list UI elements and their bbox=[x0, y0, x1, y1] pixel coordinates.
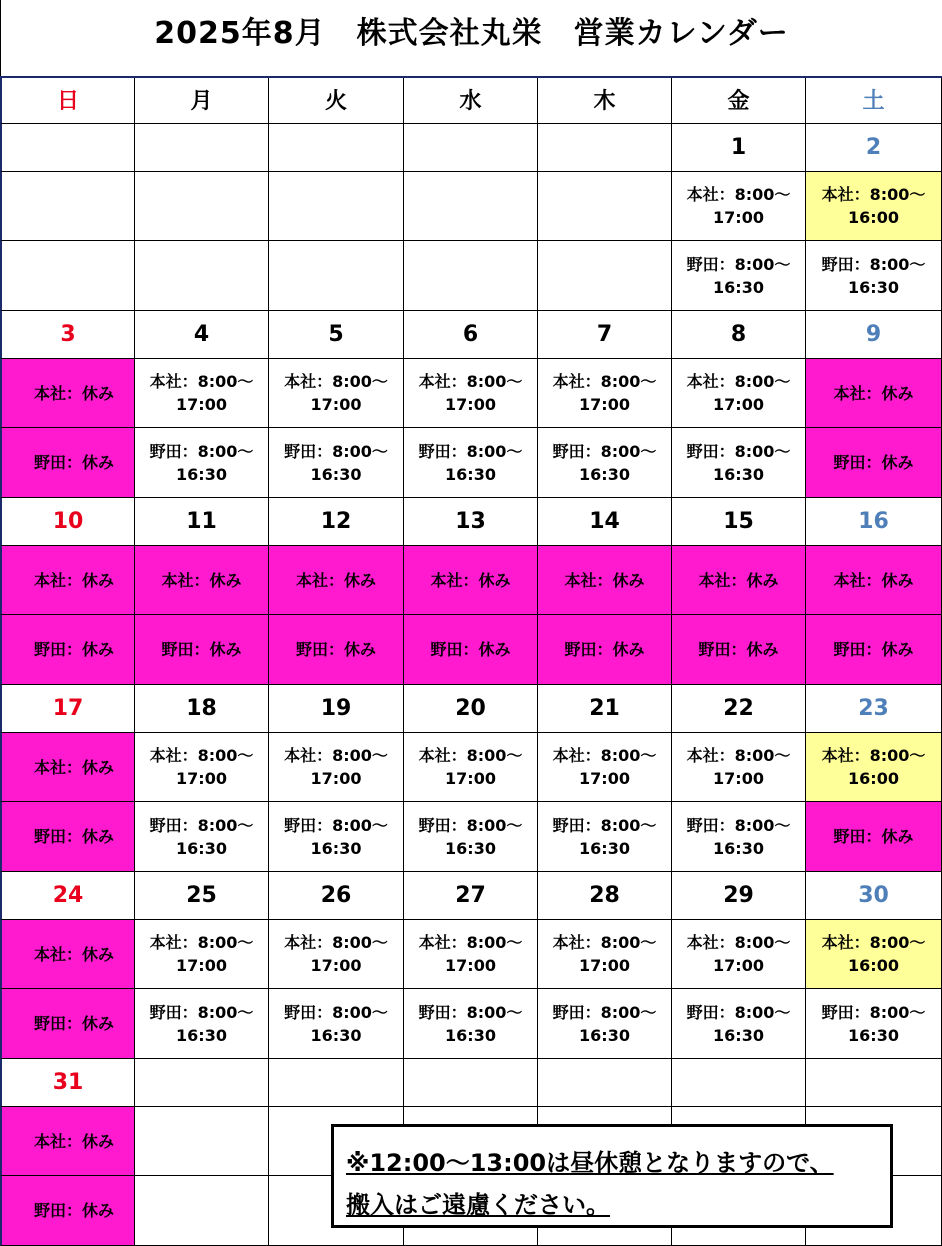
honsha-hours-cell: 本社：休み bbox=[0, 733, 135, 802]
date-cell: 22 bbox=[672, 685, 806, 733]
honsha-hours-cell: 本社：8:00～ 17:00 bbox=[404, 920, 538, 989]
date-cell bbox=[538, 124, 672, 172]
date-cell: 18 bbox=[135, 685, 269, 733]
noda-hours-cell: 野田：休み bbox=[269, 615, 404, 685]
noda-hours-cell: 野田：休み bbox=[806, 428, 942, 498]
date-cell: 1 bbox=[672, 124, 806, 172]
honsha-hours-cell: 本社：休み bbox=[0, 359, 135, 428]
noda-hours-cell: 野田：8:00～ 16:30 bbox=[269, 989, 404, 1059]
honsha-hours-cell: 本社：8:00～ 17:00 bbox=[269, 359, 404, 428]
honsha-hours-cell: 本社：8:00～ 17:00 bbox=[404, 733, 538, 802]
date-cell bbox=[135, 1059, 269, 1107]
honsha-hours-cell: 本社：休み bbox=[0, 546, 135, 615]
weekday-header: 月 bbox=[135, 76, 269, 124]
noda-hours-cell: 野田：8:00～ 16:30 bbox=[135, 989, 269, 1059]
date-cell: 13 bbox=[404, 498, 538, 546]
date-cell: 21 bbox=[538, 685, 672, 733]
date-cell: 4 bbox=[135, 311, 269, 359]
noda-hours-cell: 野田：8:00～ 16:30 bbox=[269, 802, 404, 872]
honsha-hours-cell: 本社：8:00～ 16:00 bbox=[806, 172, 942, 241]
date-cell bbox=[404, 124, 538, 172]
date-cell: 30 bbox=[806, 872, 942, 920]
honsha-hours-cell: 本社：休み bbox=[0, 920, 135, 989]
noda-hours-cell: 野田：休み bbox=[404, 615, 538, 685]
honsha-hours-cell bbox=[538, 172, 672, 241]
noda-hours-cell: 野田：休み bbox=[0, 615, 135, 685]
date-cell bbox=[269, 1059, 404, 1107]
noda-hours-cell: 野田：8:00～ 16:30 bbox=[806, 989, 942, 1059]
title-bar bbox=[0, 0, 942, 76]
date-cell: 9 bbox=[806, 311, 942, 359]
noda-hours-cell bbox=[0, 241, 135, 311]
date-cell: 24 bbox=[0, 872, 135, 920]
date-cell: 7 bbox=[538, 311, 672, 359]
honsha-hours-cell bbox=[135, 1107, 269, 1176]
date-cell: 12 bbox=[269, 498, 404, 546]
date-cell: 6 bbox=[404, 311, 538, 359]
date-cell: 31 bbox=[0, 1059, 135, 1107]
honsha-hours-cell: 本社：8:00～ 17:00 bbox=[672, 172, 806, 241]
date-cell: 2 bbox=[806, 124, 942, 172]
date-cell: 15 bbox=[672, 498, 806, 546]
honsha-hours-cell: 本社：休み bbox=[404, 546, 538, 615]
honsha-hours-cell: 本社：8:00～ 17:00 bbox=[538, 920, 672, 989]
noda-hours-cell: 野田：8:00～ 16:30 bbox=[538, 802, 672, 872]
noda-hours-cell: 野田：休み bbox=[806, 802, 942, 872]
noda-hours-cell: 野田：休み bbox=[0, 428, 135, 498]
note-line-1: ※12:00～13:00は昼休憩となりますので、 bbox=[346, 1149, 834, 1177]
date-cell bbox=[538, 1059, 672, 1107]
noda-hours-cell: 野田：8:00～ 16:30 bbox=[135, 802, 269, 872]
noda-hours-cell: 野田：休み bbox=[0, 989, 135, 1059]
noda-hours-cell: 野田：8:00～ 16:30 bbox=[538, 428, 672, 498]
date-cell bbox=[806, 1059, 942, 1107]
honsha-hours-cell: 本社：8:00～ 17:00 bbox=[135, 733, 269, 802]
date-cell: 19 bbox=[269, 685, 404, 733]
honsha-hours-cell: 本社：8:00～ 16:00 bbox=[806, 733, 942, 802]
honsha-hours-cell: 本社：8:00～ 17:00 bbox=[135, 359, 269, 428]
weekday-header: 水 bbox=[404, 76, 538, 124]
noda-hours-cell: 野田：8:00～ 16:30 bbox=[404, 989, 538, 1059]
weekday-header: 日 bbox=[0, 76, 135, 124]
date-cell: 28 bbox=[538, 872, 672, 920]
weekday-header: 木 bbox=[538, 76, 672, 124]
honsha-hours-cell: 本社：8:00～ 17:00 bbox=[269, 920, 404, 989]
date-cell: 3 bbox=[0, 311, 135, 359]
honsha-hours-cell bbox=[404, 172, 538, 241]
date-cell: 23 bbox=[806, 685, 942, 733]
date-cell: 14 bbox=[538, 498, 672, 546]
noda-hours-cell: 野田：8:00～ 16:30 bbox=[806, 241, 942, 311]
noda-hours-cell bbox=[135, 1176, 269, 1246]
honsha-hours-cell: 本社：8:00～ 16:00 bbox=[806, 920, 942, 989]
honsha-hours-cell: 本社：休み bbox=[269, 546, 404, 615]
date-cell: 20 bbox=[404, 685, 538, 733]
date-cell: 17 bbox=[0, 685, 135, 733]
honsha-hours-cell: 本社：休み bbox=[135, 546, 269, 615]
date-cell: 26 bbox=[269, 872, 404, 920]
honsha-hours-cell: 本社：8:00～ 17:00 bbox=[269, 733, 404, 802]
date-cell: 5 bbox=[269, 311, 404, 359]
date-cell bbox=[135, 124, 269, 172]
noda-hours-cell: 野田：休み bbox=[0, 802, 135, 872]
honsha-hours-cell: 本社：8:00～ 17:00 bbox=[538, 733, 672, 802]
honsha-hours-cell: 本社：休み bbox=[806, 359, 942, 428]
lunch-break-note bbox=[331, 1124, 893, 1228]
weekday-header: 金 bbox=[672, 76, 806, 124]
honsha-hours-cell: 本社：8:00～ 17:00 bbox=[672, 733, 806, 802]
noda-hours-cell: 野田：休み bbox=[806, 615, 942, 685]
noda-hours-cell bbox=[135, 241, 269, 311]
date-cell: 27 bbox=[404, 872, 538, 920]
grid-top-border bbox=[0, 76, 942, 78]
noda-hours-cell: 野田：8:00～ 16:30 bbox=[672, 989, 806, 1059]
weekday-header: 火 bbox=[269, 76, 404, 124]
noda-hours-cell: 野田：8:00～ 16:30 bbox=[404, 802, 538, 872]
date-cell: 10 bbox=[0, 498, 135, 546]
honsha-hours-cell: 本社：8:00～ 17:00 bbox=[672, 920, 806, 989]
date-cell bbox=[672, 1059, 806, 1107]
honsha-hours-cell: 本社：8:00～ 17:00 bbox=[672, 359, 806, 428]
date-cell: 25 bbox=[135, 872, 269, 920]
noda-hours-cell: 野田：8:00～ 16:30 bbox=[672, 428, 806, 498]
honsha-hours-cell: 本社：休み bbox=[806, 546, 942, 615]
honsha-hours-cell: 本社：8:00～ 17:00 bbox=[135, 920, 269, 989]
noda-hours-cell: 野田：休み bbox=[135, 615, 269, 685]
honsha-hours-cell bbox=[269, 172, 404, 241]
noda-hours-cell: 野田：8:00～ 16:30 bbox=[672, 241, 806, 311]
date-cell bbox=[269, 124, 404, 172]
note-line-2: 搬入はご遠慮ください。 bbox=[346, 1191, 610, 1219]
noda-hours-cell bbox=[269, 241, 404, 311]
noda-hours-cell bbox=[404, 241, 538, 311]
date-cell bbox=[0, 124, 135, 172]
honsha-hours-cell: 本社：8:00～ 17:00 bbox=[404, 359, 538, 428]
date-cell: 11 bbox=[135, 498, 269, 546]
weekday-header: 土 bbox=[806, 76, 942, 124]
page-title: 2025年8月 株式会社丸栄 営業カレンダー bbox=[154, 16, 789, 51]
noda-hours-cell: 野田：8:00～ 16:30 bbox=[135, 428, 269, 498]
date-cell: 8 bbox=[672, 311, 806, 359]
noda-hours-cell: 野田：休み bbox=[672, 615, 806, 685]
noda-hours-cell bbox=[538, 241, 672, 311]
honsha-hours-cell: 本社：休み bbox=[672, 546, 806, 615]
noda-hours-cell: 野田：8:00～ 16:30 bbox=[672, 802, 806, 872]
honsha-hours-cell bbox=[0, 172, 135, 241]
date-cell: 29 bbox=[672, 872, 806, 920]
date-cell: 16 bbox=[806, 498, 942, 546]
honsha-hours-cell: 本社：休み bbox=[538, 546, 672, 615]
noda-hours-cell: 野田：8:00～ 16:30 bbox=[404, 428, 538, 498]
honsha-hours-cell: 本社：休み bbox=[0, 1107, 135, 1176]
noda-hours-cell: 野田：休み bbox=[538, 615, 672, 685]
noda-hours-cell: 野田：8:00～ 16:30 bbox=[269, 428, 404, 498]
date-cell bbox=[404, 1059, 538, 1107]
honsha-hours-cell: 本社：8:00～ 17:00 bbox=[538, 359, 672, 428]
noda-hours-cell: 野田：8:00～ 16:30 bbox=[538, 989, 672, 1059]
honsha-hours-cell bbox=[135, 172, 269, 241]
noda-hours-cell: 野田：休み bbox=[0, 1176, 135, 1246]
